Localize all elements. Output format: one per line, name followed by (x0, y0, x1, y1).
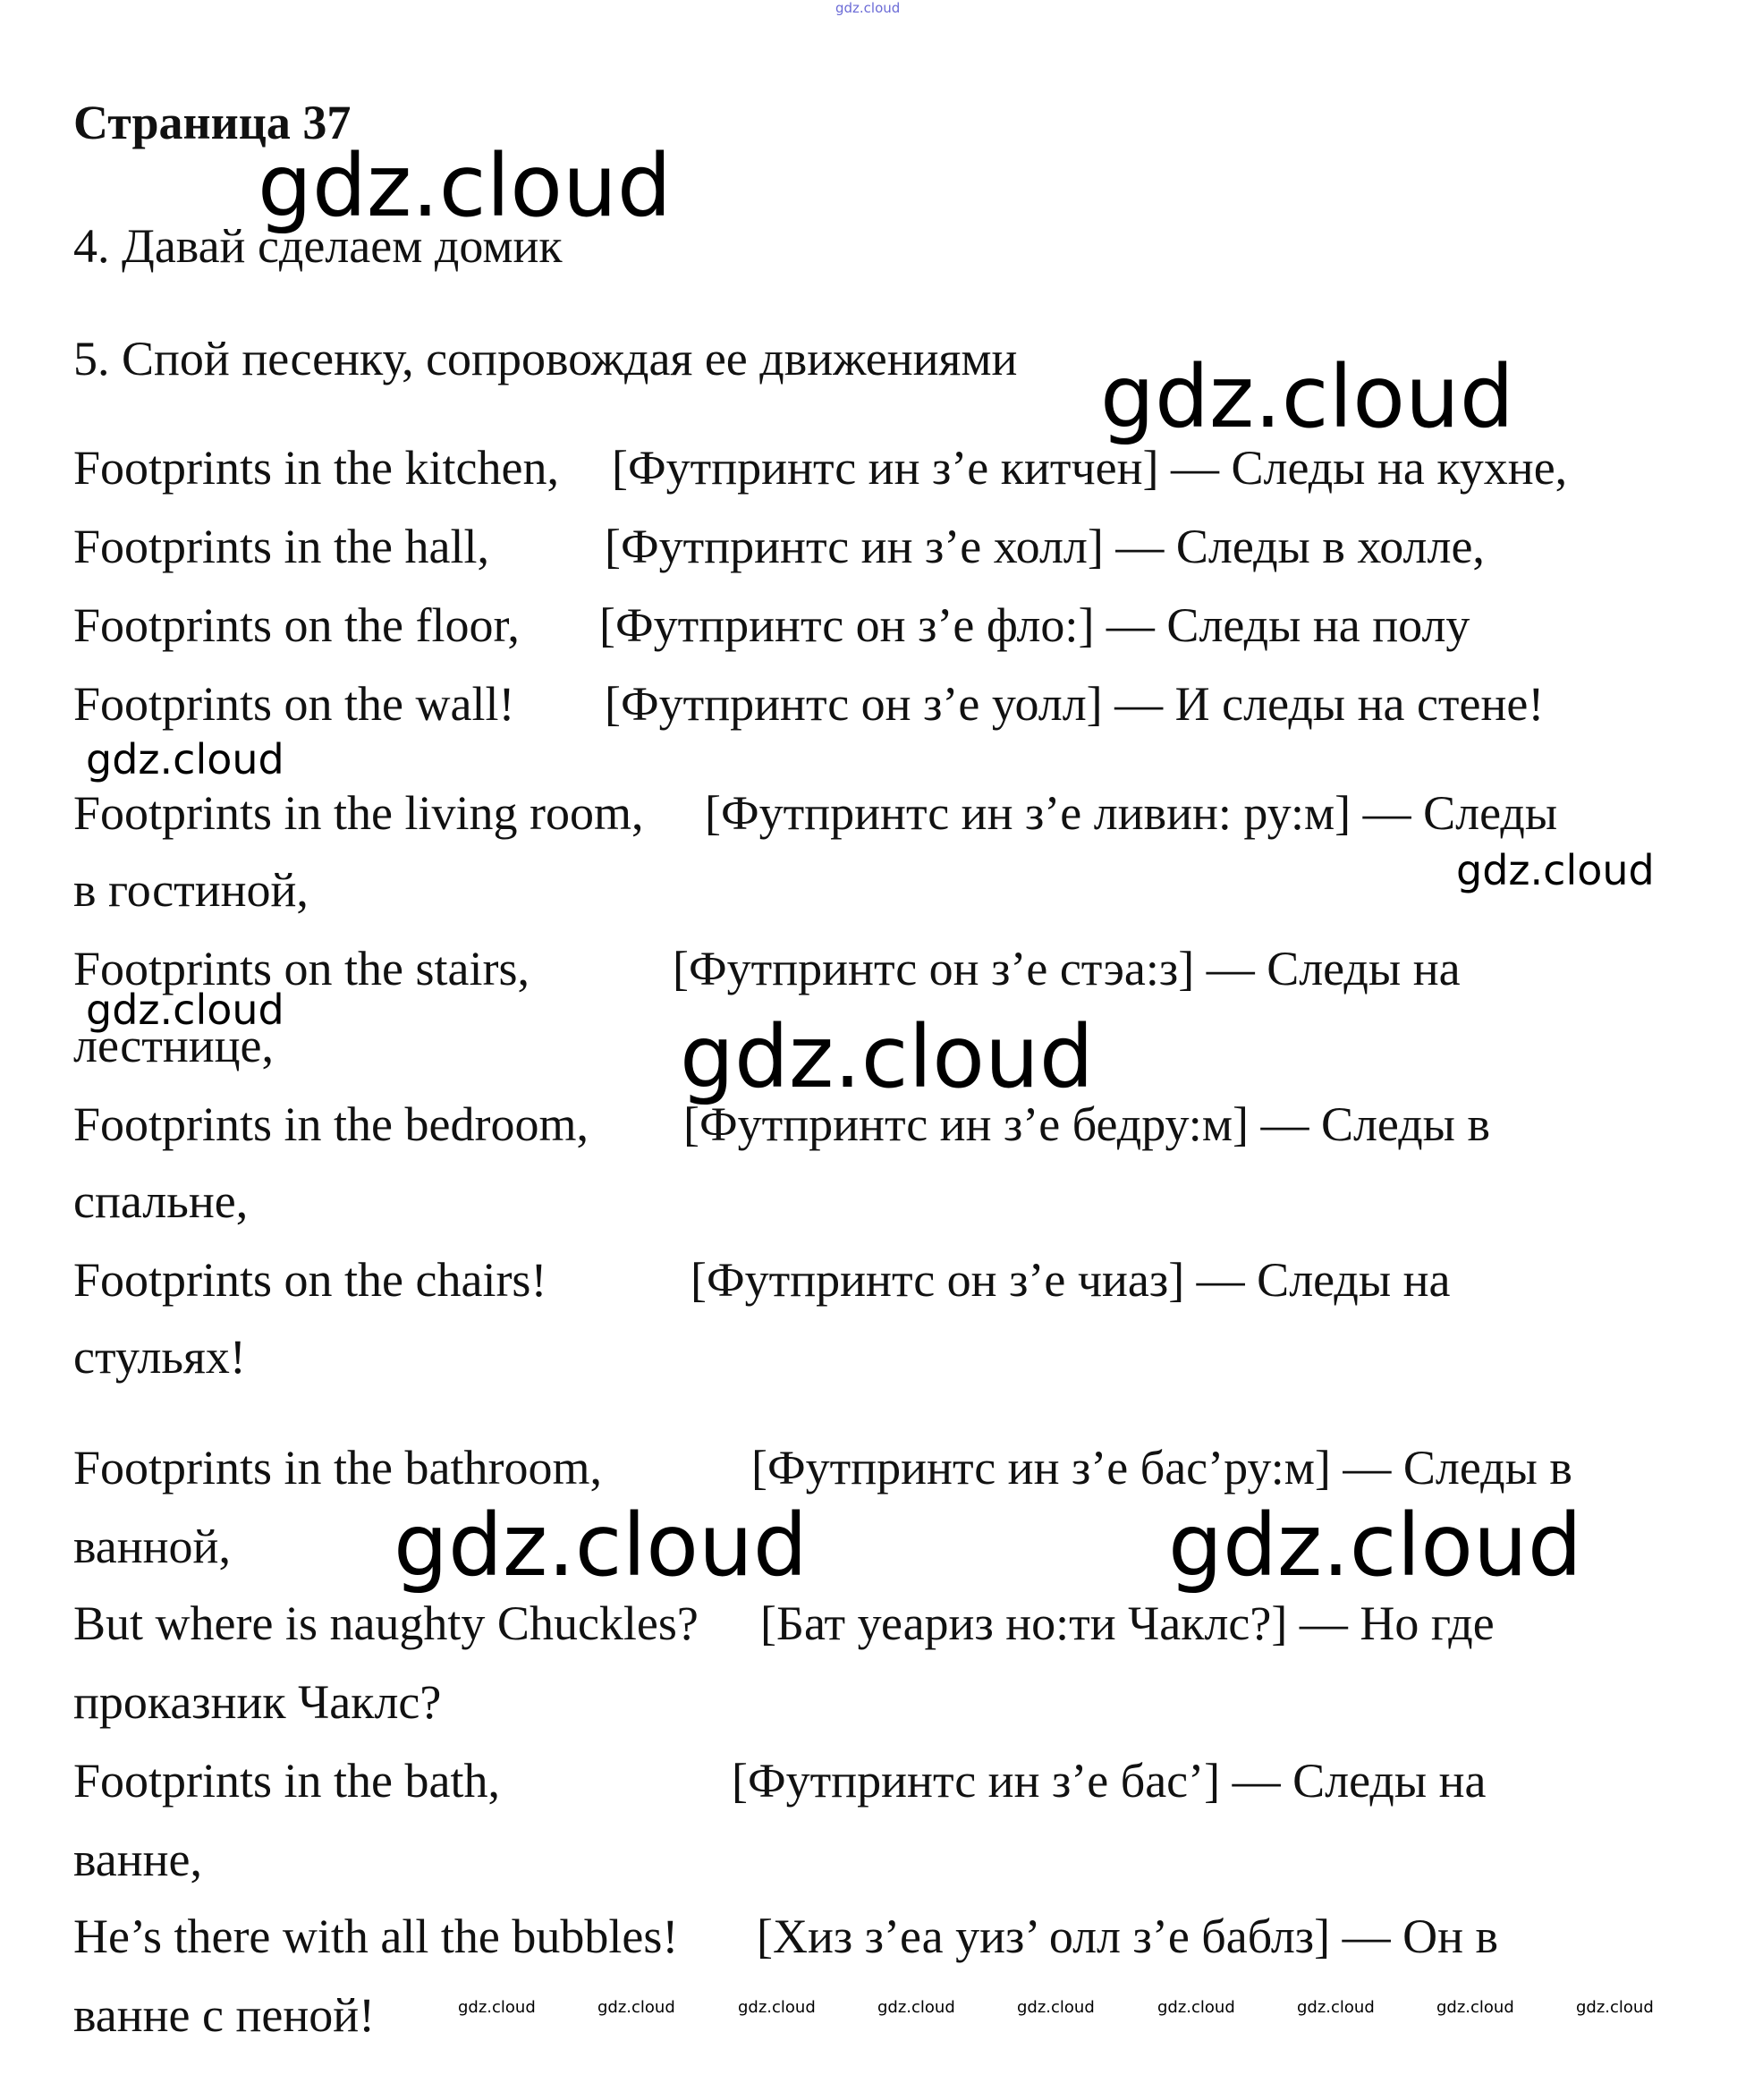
song-line-tr: [Футпринтс он з’е чиаз] — Следы на (691, 1253, 1451, 1307)
footer-watermark: gdz.cloud (738, 1998, 816, 2017)
page-heading: Страница 37 (73, 96, 352, 149)
song-line-en: Footprints on the stairs, (73, 942, 530, 995)
song-line-tr: [Футпринтс ин з’е холл] — Следы в холле, (605, 520, 1485, 573)
watermark: gdz.cloud (1100, 347, 1514, 447)
song-line-tr: [Футпринтс он з’е стэа:з] — Следы на (673, 942, 1461, 995)
song-line-continuation: лестнице, (73, 1019, 274, 1072)
song-line-continuation: в гостиной, (73, 863, 309, 917)
watermark: gdz.cloud (394, 1495, 808, 1596)
song-line-en: Footprints in the bath, (73, 1754, 500, 1808)
song-line-continuation: ванне, (73, 1833, 203, 1886)
song-line-en: But where is naughty Chuckles? (73, 1596, 699, 1650)
footer-watermark: gdz.cloud (458, 1998, 536, 2017)
song-line-en: Footprints on the chairs! (73, 1253, 547, 1307)
song-line-en: Footprints in the kitchen, (73, 441, 559, 495)
song-line-tr: [Хиз з’еа уиз’ олл з’е баблз] — Он в (757, 1909, 1499, 1963)
song-line-en: Footprints in the hall, (73, 520, 489, 573)
song-line-tr: [Футпринтс ин з’е бас’] — Следы на (732, 1754, 1487, 1808)
task-4: 4. Давай сделаем домик (73, 219, 563, 273)
footer-watermark: gdz.cloud (597, 1998, 675, 2017)
footer-watermark: gdz.cloud (1436, 1998, 1514, 2017)
song-line-en: Footprints in the living room, (73, 786, 644, 840)
footer-watermark: gdz.cloud (1017, 1998, 1095, 2017)
song-line-continuation: ванне с пеной! (73, 1988, 376, 2042)
watermark: gdz.cloud (86, 735, 284, 783)
footer-watermark: gdz.cloud (877, 1998, 955, 2017)
song-line-continuation: стульях! (73, 1330, 246, 1384)
footer-watermark: gdz.cloud (1576, 1998, 1654, 2017)
watermark: gdz.cloud (86, 986, 284, 1034)
song-line-tr: [Футпринтс ин з’е китчен] — Следы на кухне, (612, 441, 1568, 495)
watermark: gdz.cloud (258, 136, 672, 236)
song-line-tr: [Футпринтс ин з’е бас’ру:м] — Следы в (751, 1441, 1572, 1495)
song-line-en: Footprints on the floor, (73, 598, 520, 652)
watermark: gdz.cloud (1456, 846, 1655, 894)
song-line-continuation: ванной, (73, 1520, 231, 1573)
watermark: gdz.cloud (1168, 1495, 1582, 1596)
watermark: gdz.cloud (680, 1007, 1094, 1107)
song-line-tr: [Бат уеариз но:ти Чаклс?] — Но где (760, 1596, 1495, 1650)
song-line-tr: [Футпринтс ин з’е бедру:м] — Следы в (683, 1097, 1490, 1151)
song-line-tr: [Футпринтс ин з’е ливин: ру:м] — Следы (705, 786, 1558, 840)
footer-watermark: gdz.cloud (1297, 1998, 1375, 2017)
song-line-tr: [Футпринтс он з’е фло:] — Следы на полу (599, 598, 1470, 652)
song-line-tr: [Футпринтс он з’е уолл] — И следы на стене! (605, 677, 1545, 731)
footer-watermark: gdz.cloud (1157, 1998, 1235, 2017)
song-line-continuation: проказник Чаклс? (73, 1675, 442, 1729)
song-line-en: Footprints in the bedroom, (73, 1097, 589, 1151)
song-line-en: He’s there with all the bubbles! (73, 1909, 679, 1963)
song-line-en: Footprints on the wall! (73, 677, 515, 731)
song-line-en: Footprints in the bathroom, (73, 1441, 602, 1495)
task-5: 5. Спой песенку, сопровождая ее движениями (73, 332, 1018, 385)
song-line-continuation: спальне, (73, 1174, 249, 1228)
top-watermark: gdz.cloud (835, 0, 901, 16)
